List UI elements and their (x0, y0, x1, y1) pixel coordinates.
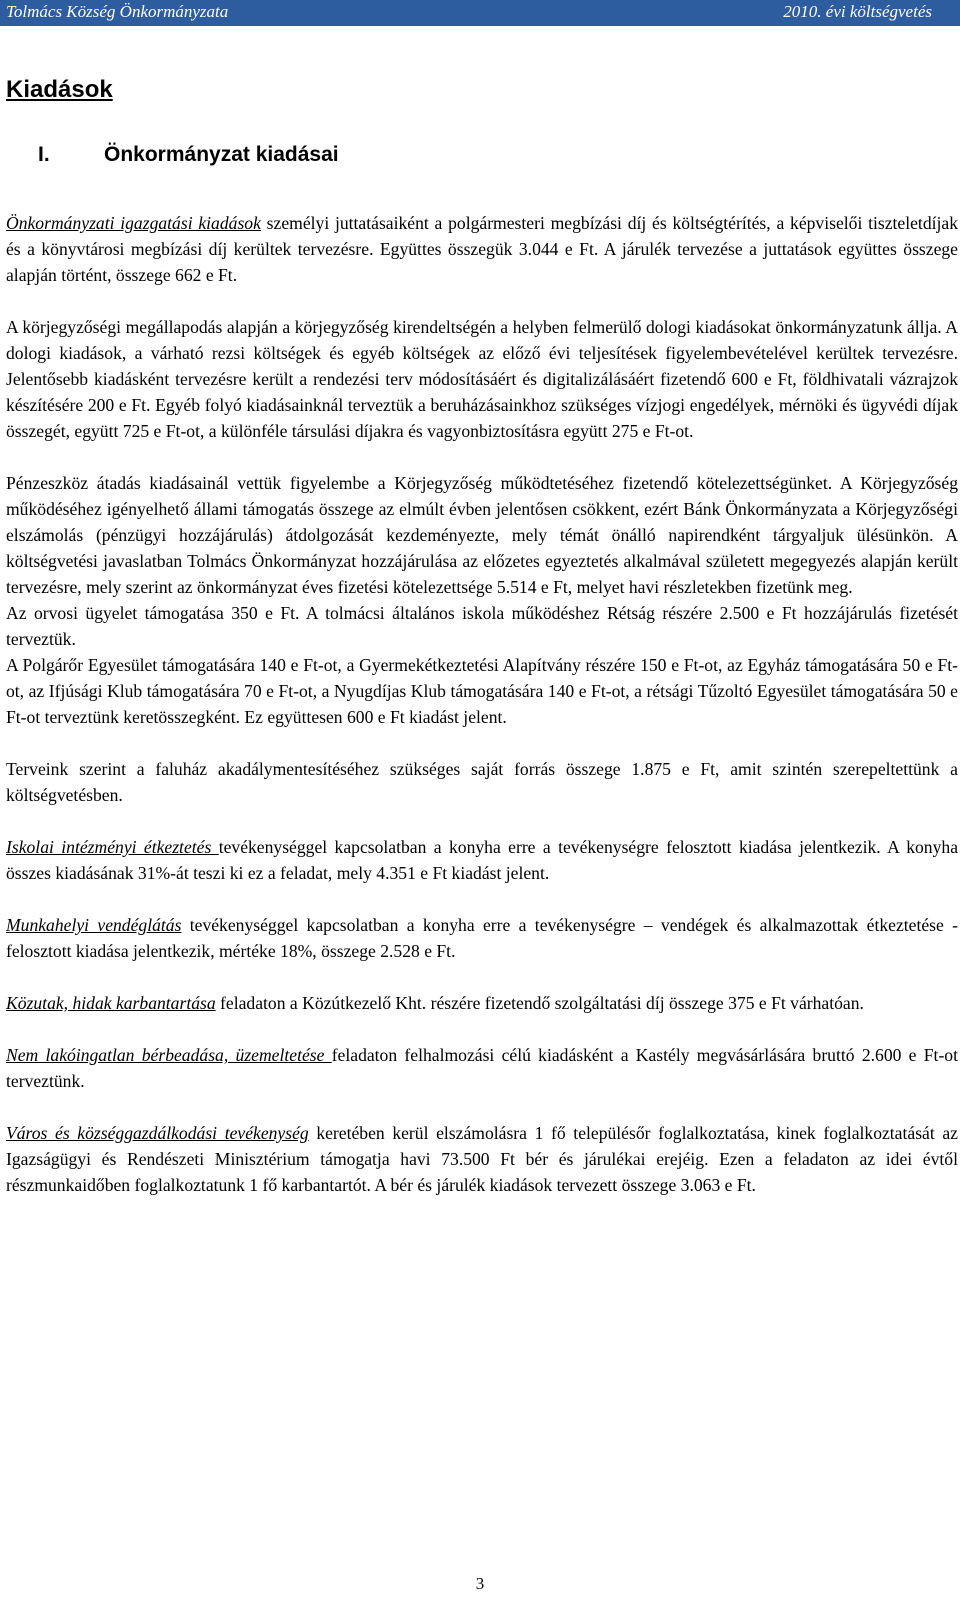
page-title: Kiadások (6, 76, 113, 103)
paragraph-transfers: Pénzeszköz átadás kiadásainál vettük figyelembe a Körjegyzőség működtetéséhez fizetendő kötelezettségünket. A Körjegyzőség működéséhez igényelhető állami támogatás összege az elmúlt évben jelentősen csökkent, ezért Bánk Önkormányzata a Körjegyzőségi elszámolás (pénzügyi hozzájárulás) átdolgozását kezdeményezte, mely témát önálló napirendként tárgyaljuk ülésünkön. A költségvetési javaslatban Tolmács Önkormányzat hozzájárulása az előzetes egyeztetés alkalmával született megegyezés alapján került tervezésre, mely szerint az önkormányzat éves fizetési kötelezettsége 5.514 e Ft, melyet havi részletekben fizetünk meg. (6, 473, 958, 597)
section-heading (6, 140, 958, 170)
page-number: 3 (475, 1574, 485, 1593)
paragraph-text: tevékenységgel kapcsolatban a konyha erre a tevékenységre – vendégek és alkalmazottak étkeztetése - felosztott kiadása jelentkezik, mértéke 18%, összege 2.528 e Ft. (6, 915, 958, 961)
paragraph-workplace-catering (6, 912, 958, 964)
paragraph-accessibility: Terveink szerint a faluház akadálymentesítéséhez szükséges saját forrás összege 1.875 e Ft, amit szintén szerepeltettünk a költségvetésben. (6, 759, 958, 805)
paragraph-medical-school: Az orvosi ügyelet támogatása 350 e Ft. A tolmácsi általános iskola működéshez Rétság részére 2.500 e Ft hozzájárulás fizetését terveztük. (6, 603, 958, 649)
topic-label: Nem lakóingatlan bérbeadása, üzemeltetése (6, 1045, 332, 1065)
paragraph-text: személyi juttatásaiként a polgármesteri megbízási díj és költségtérítés, a képviselői tiszteletdíjak és a könyvtárosi megbízási díj kerültek tervezésre. Együttes összegük 3.044 e Ft. A járulék tervezése a juttatások együttes összege alapján történt, összege 662 e Ft. (6, 213, 958, 285)
paragraph-notary-costs: A körjegyzőségi megállapodás alapján a körjegyzőség kirendeltségén a helyben felmerülő dologi kiadásokat önkormányzatunk állja. A dologi kiadások, a várható rezsi költségek és egyéb költségek az előző évi teljesítések figyelembevételével kerültek tervezésre. Jelentősebb kiadásként tervezésre került a rendezési terv módosításáért és digitalizálásáért fizetendő 600 e Ft, földhivatali vázrajzok készítésére 200 e Ft. Egyéb folyó kiadásainknál terveztük a beruházásainkhoz szükséges vízjogi engedélyek, mérnöki és ügyvédi díjak összegét, együtt 725 e Ft-ot, a különféle társulási díjakra és vagyonbiztosításra együtt 275 e Ft-ot. (6, 317, 958, 441)
header-organization: Tolmács Község Önkormányzata (6, 2, 229, 21)
topic-label: Munkahelyi vendéglátás (6, 915, 182, 935)
header-document-title: 2010. évi költségvetés (783, 2, 932, 21)
paragraph-text: keretében kerül elszámolásra 1 fő településőr foglalkoztatása, kinek foglalkoztatását az Igazságügyi és Rendészeti Minisztérium támogatja havi 73.500 Ft bér és járulékai erejéig. Ezen a feladaton az idei évtől részmunkaidőben foglalkoztatunk 1 fő karbantartót. A bér és járulék kiadások tervezett összege 3.063 e Ft. (6, 1123, 958, 1195)
paragraph-roads (6, 990, 958, 1016)
paragraph-text: feladaton a Közútkezelő Kht. részére fizetendő szolgáltatási díj összege 375 e Ft várhatóan. (215, 993, 864, 1013)
paragraph-text: feladaton felhalmozási célú kiadásként a Kastély megvásárlására bruttó 2.600 e Ft-ot terveztünk. (6, 1045, 958, 1091)
paragraph-school-catering (6, 834, 958, 886)
paragraph-property-rental (6, 1042, 958, 1094)
topic-label: Iskolai intézményi étkeztetés (6, 837, 219, 857)
page-header (0, 0, 960, 26)
paragraph-text: tevékenységgel kapcsolatban a konyha erre a tevékenységre felosztott kiadása jelentkezik. A konyha összes kiadásának 31%-át teszi ki ez a feladat, mely 4.351 e Ft kiadást jelent. (6, 837, 958, 883)
section-number: I. (38, 143, 50, 166)
topic-label: Város és községgazdálkodási tevékenység (6, 1123, 309, 1143)
paragraph-associations: A Polgárőr Egyesület támogatására 140 e Ft-ot, a Gyermekétkeztetési Alapítvány részére 150 e Ft-ot, az Egyház támogatására 50 e Ft-ot, az Ifjúsági Klub támogatására 70 e Ft-ot, a Nyugdíjas Klub támogatására 140 e Ft-ot, a rétsági Tűzoltó Egyesület támogatására 50 e Ft-ot terveztünk keretösszegként. Ez együttesen 600 e Ft kiadást jelent. (6, 655, 958, 727)
paragraph-municipal-management (6, 1120, 958, 1198)
paragraph-admin-expenses (6, 210, 958, 288)
document-body (6, 70, 958, 1198)
section-title: Önkormányzat kiadásai (104, 143, 339, 166)
topic-label: Önkormányzati igazgatási kiadások (6, 213, 261, 233)
topic-label: Közutak, hidak karbantartása (6, 993, 216, 1013)
